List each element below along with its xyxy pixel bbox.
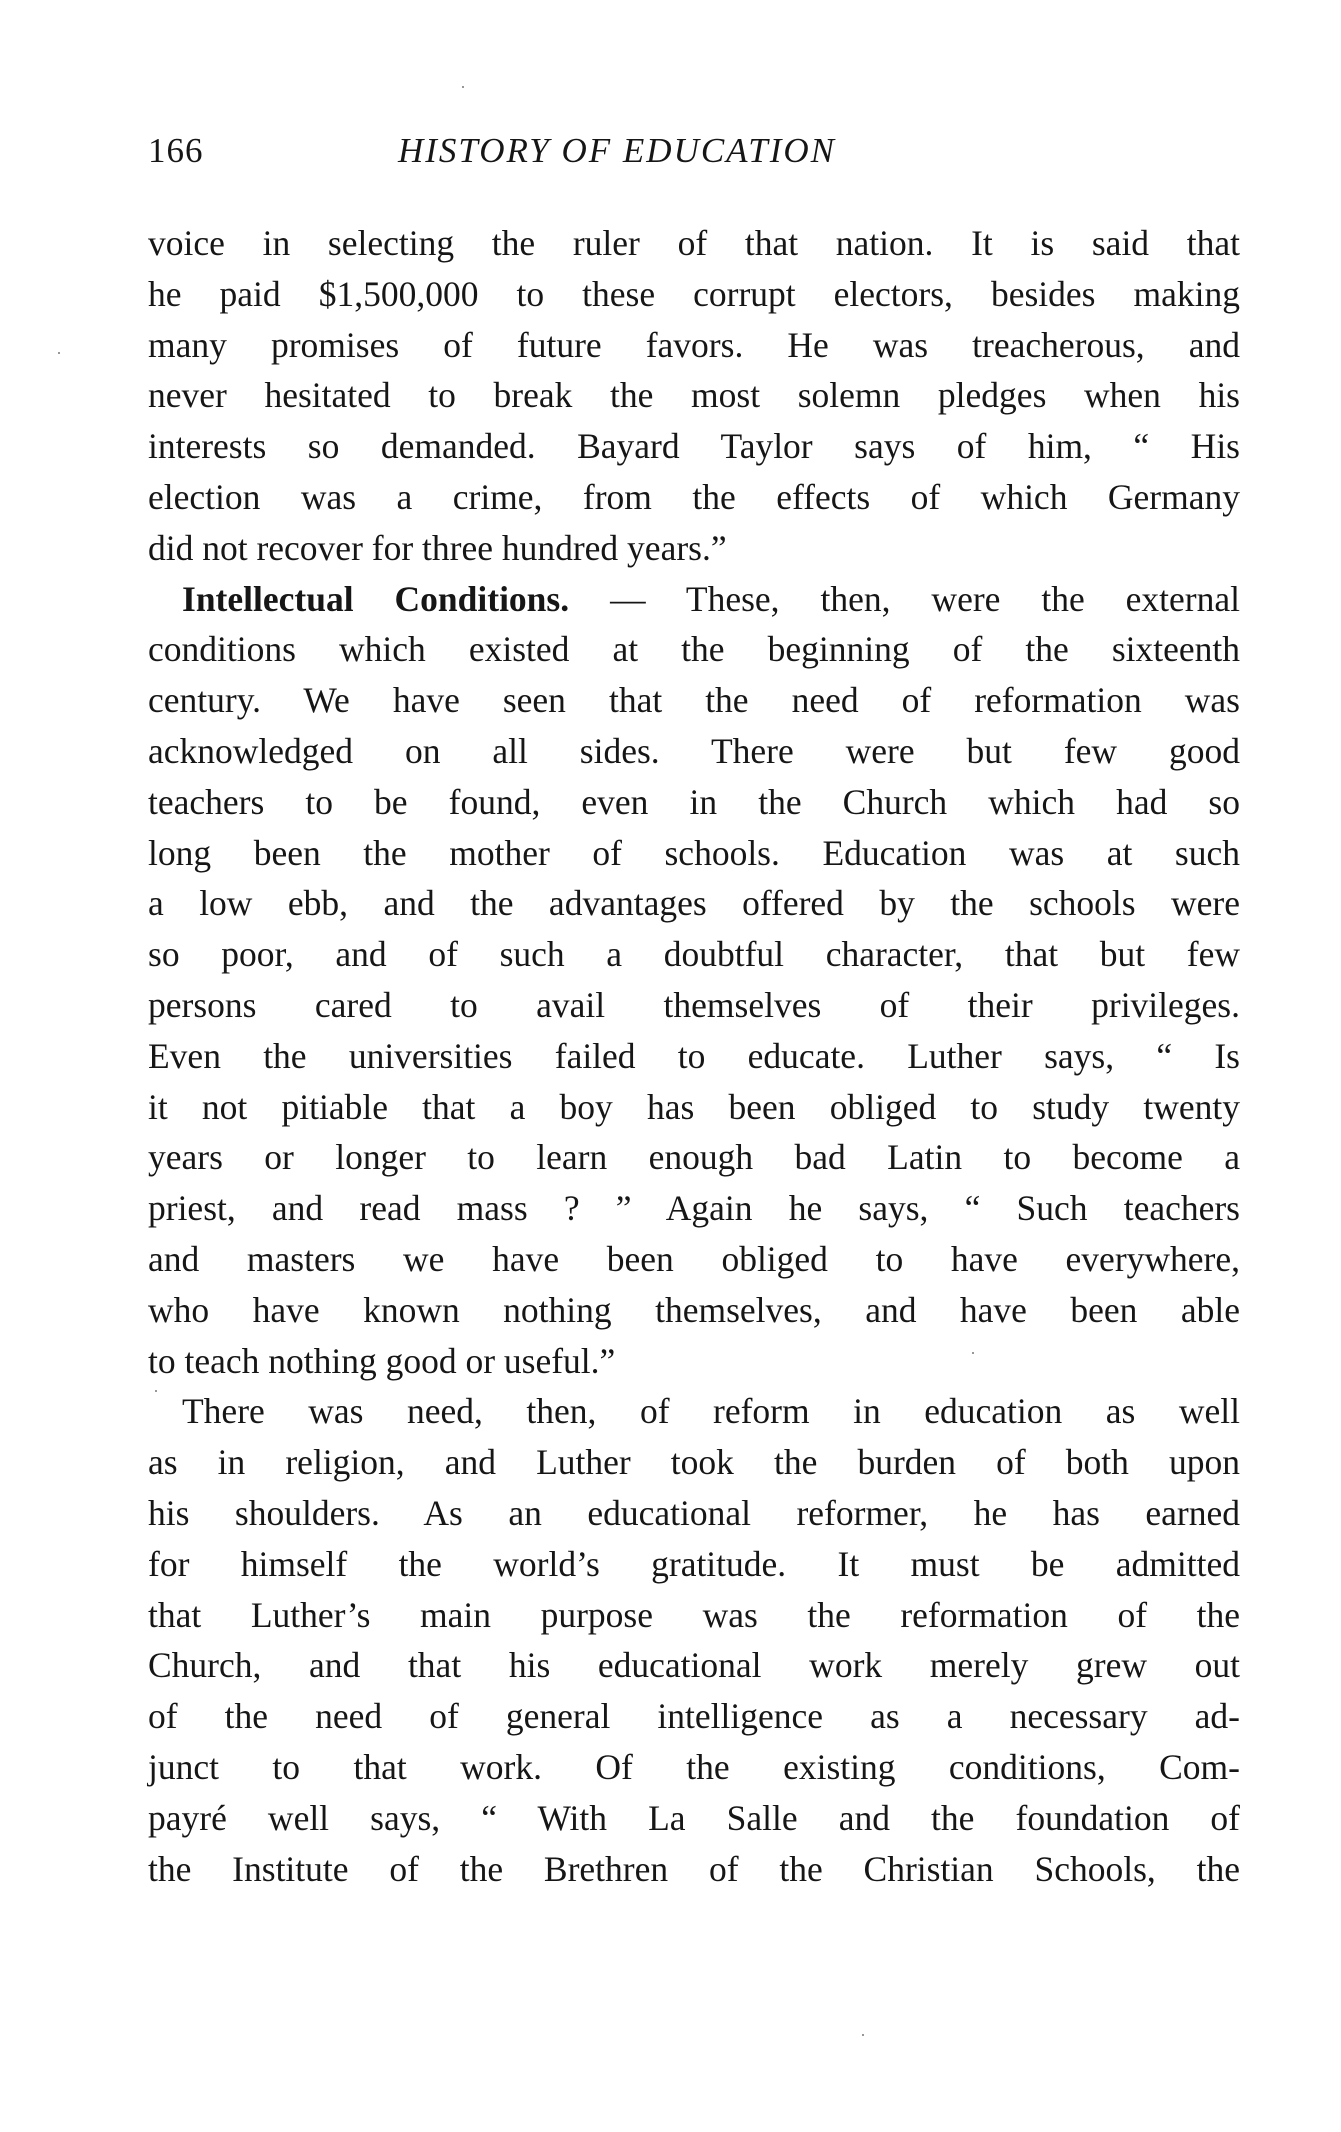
text-line: acknowledged on all sides. There were but few good xyxy=(148,730,1240,771)
text-line: Church, and that his educational work merely grew out xyxy=(148,1645,1240,1686)
text-line: There was need, then, of reform in education as well xyxy=(182,1391,1240,1432)
text-line: it not pitiable that a boy has been obliged to study twenty xyxy=(148,1086,1240,1127)
text-line: to teach nothing good or useful.” xyxy=(148,1340,616,1381)
text-line: election was a crime, from the effects of which Germany xyxy=(148,476,1240,517)
text-line: the Institute of the Brethren of the Christian Schools, the xyxy=(148,1848,1240,1889)
text-line: did not recover for three hundred years.” xyxy=(148,527,727,568)
text-line: many promises of future favors. He was treacherous, and xyxy=(148,324,1240,365)
text-line: teachers to be found, even in the Church which had so xyxy=(148,781,1240,822)
text-line: and masters we have been obliged to have everywhere, xyxy=(148,1238,1240,1279)
text-line: as in religion, and Luther took the burden of both upon xyxy=(148,1442,1240,1483)
text-line: priest, and read mass ? ” Again he says, “ Such teachers xyxy=(148,1188,1240,1229)
text-line: century. We have seen that the need of reformation was xyxy=(148,680,1240,721)
text-line: that Luther’s main purpose was the reformation of the xyxy=(148,1594,1240,1635)
text-line: his shoulders. As an educational reformer, he has earned xyxy=(148,1492,1240,1533)
scan-speck xyxy=(58,352,60,354)
text-line: junct to that work. Of the existing conditions, Com- xyxy=(148,1746,1240,1787)
scan-speck xyxy=(862,2034,864,2036)
section-lead-line xyxy=(148,574,1240,625)
text-line: long been the mother of schools. Education was at such xyxy=(148,832,1240,873)
text-line: conditions which existed at the beginning of the sixteenth xyxy=(148,629,1240,670)
text-line: he paid $1,500,000 to these corrupt electors, besides making xyxy=(148,273,1240,314)
text-line: of the need of general intelligence as a necessary ad- xyxy=(148,1696,1240,1737)
scan-speck xyxy=(155,1390,157,1392)
text-line: voice in selecting the ruler of that nation. It is said that xyxy=(148,223,1240,263)
text-line: who have known nothing themselves, and have been able xyxy=(148,1289,1240,1330)
text-run: — These, then, were the external xyxy=(569,578,1240,619)
body-text xyxy=(148,218,1240,1894)
scan-speck xyxy=(972,1352,974,1354)
section-heading: Intellectual Conditions. xyxy=(182,578,570,619)
text-line: interests so demanded. Bayard Taylor says of him, “ His xyxy=(148,426,1240,467)
text-line: never hesitated to break the most solemn pledges when his xyxy=(148,375,1240,416)
text-line: payré well says, “ With La Salle and the foundation of xyxy=(148,1797,1240,1838)
scan-speck xyxy=(462,86,464,88)
text-line: for himself the world’s gratitude. It must be admitted xyxy=(148,1543,1240,1584)
text-line: Even the universities failed to educate. Luther says, “ Is xyxy=(148,1035,1240,1076)
running-head xyxy=(148,126,1240,176)
text-line: a low ebb, and the advantages offered by the schools were xyxy=(148,883,1240,924)
text-line: so poor, and of such a doubtful character, that but few xyxy=(148,934,1240,975)
text-line: persons cared to avail themselves of their privileges. xyxy=(148,984,1240,1025)
running-title: HISTORY OF EDUCATION xyxy=(398,131,837,170)
text-line: years or longer to learn enough bad Latin to become a xyxy=(148,1137,1240,1178)
page-number: 166 xyxy=(148,131,204,170)
